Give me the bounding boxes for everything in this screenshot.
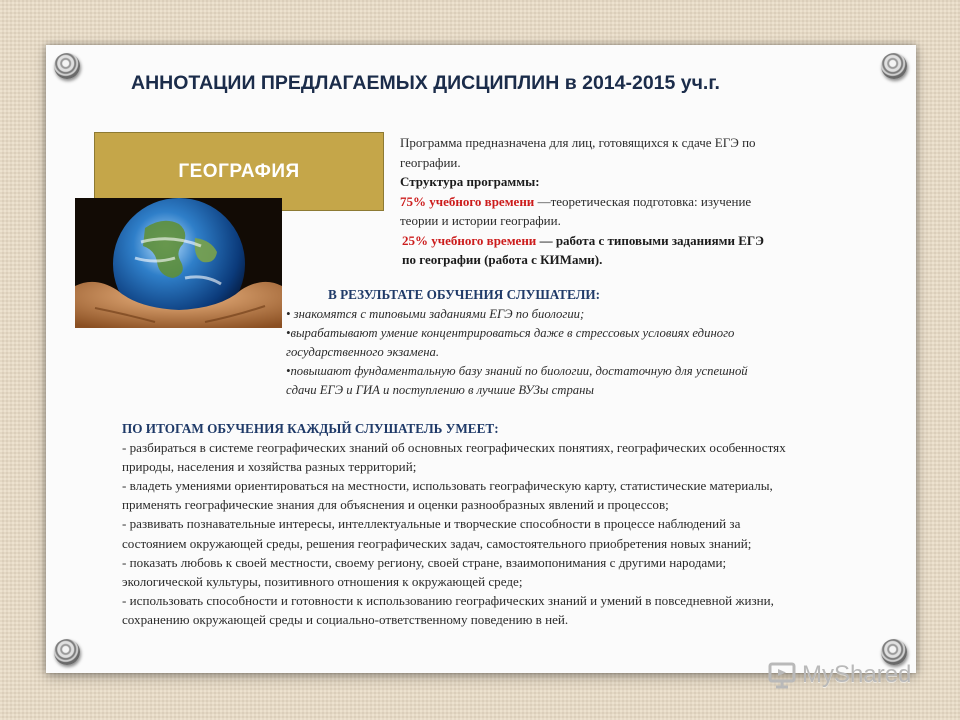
results-item: • знакомятся с типовыми заданиями ЕГЭ по биологии; [286,307,585,321]
results-item: государственного экзамена. [286,345,440,359]
skills-heading: ПО ИТОГАМ ОБУЧЕНИЯ КАЖДЫЙ СЛУШАТЕЛЬ УМЕЕТ: [122,421,499,436]
results-section [286,285,886,400]
results-heading: В РЕЗУЛЬТАТЕ ОБУЧЕНИЯ СЛУШАТЕЛИ: [328,287,601,302]
skills-line: - показать любовь к своей местности, своему региону, своей стране, взаимопонимания с другими народами; [122,554,727,570]
results-item: сдачи ЕГЭ и ГИА и поступлению в лучшие ВУЗы страны [286,383,595,397]
structure-part-1 [400,192,860,212]
pin-top-left [54,53,80,79]
part1-percent: 75% учебного времени [400,193,535,209]
skills-line: - владеть умениями ориентироваться на местности, использовать географическую карту, статистические материалы, [122,478,773,494]
skills-line: экологической культуры, позитивного отношения к окружающей среде; [122,573,523,589]
skills-section [122,419,917,629]
skills-line: - развивать познавательные интересы, интеллектуальные и творческие способности в процессе наблюдений за [122,516,741,532]
skills-line: - разбираться в системе географических знаний об основных географических понятиях, географических особенностях [122,440,786,456]
pin-bottom-left [54,639,80,665]
structure-part-2 [400,231,860,251]
skills-line: сохранению окружающей среды и социально-ответственному поведению в ней. [122,611,569,627]
program-description [400,133,860,270]
subject-label: ГЕОГРАФИЯ [178,160,300,182]
structure-part-2-cont: по географии (работа с КИМами). [402,252,603,267]
skills-line: природы, населения и хозяйства разных территорий; [122,459,417,475]
skills-line: - использовать способности и готовности к использованию географических знаний и умений в повседневной жизни, [122,592,774,608]
structure-part-1-cont: теории и истории географии. [400,213,561,228]
program-line-1: Программа предназначена для лиц, готовящихся к сдаче ЕГЭ по [400,135,756,150]
results-item: •вырабатывают умение концентрироваться даже в стрессовых условиях единого [286,326,735,340]
page-title: АННОТАЦИИ ПРЕДЛАГАЕМЫХ ДИСЦИПЛИН в 2014-2015 уч.г. [131,72,720,94]
myshared-watermark[interactable] [768,658,911,692]
program-line-2: географии. [400,154,461,170]
part1-text: —теоретическая подготовка: изучение [534,193,752,209]
part2-percent: 25% учебного времени [402,232,537,248]
results-item: •повышают фундаментальную базу знаний по биологии, достаточную для успешной [286,364,748,378]
slideshow-icon [768,661,798,689]
skills-line: применять географические знания для объяснения и оценки разнообразных явлений и процессов; [122,497,669,513]
globe-in-hands-image [75,198,282,328]
watermark-text: MyShared [802,661,912,688]
part2-text: — работа с типовыми заданиями ЕГЭ [536,232,764,248]
skills-line: состоянием окружающей среды, решения географических задач, самостоятельного приобретения новых знаний; [122,535,752,551]
structure-label: Структура программы: [400,174,540,189]
